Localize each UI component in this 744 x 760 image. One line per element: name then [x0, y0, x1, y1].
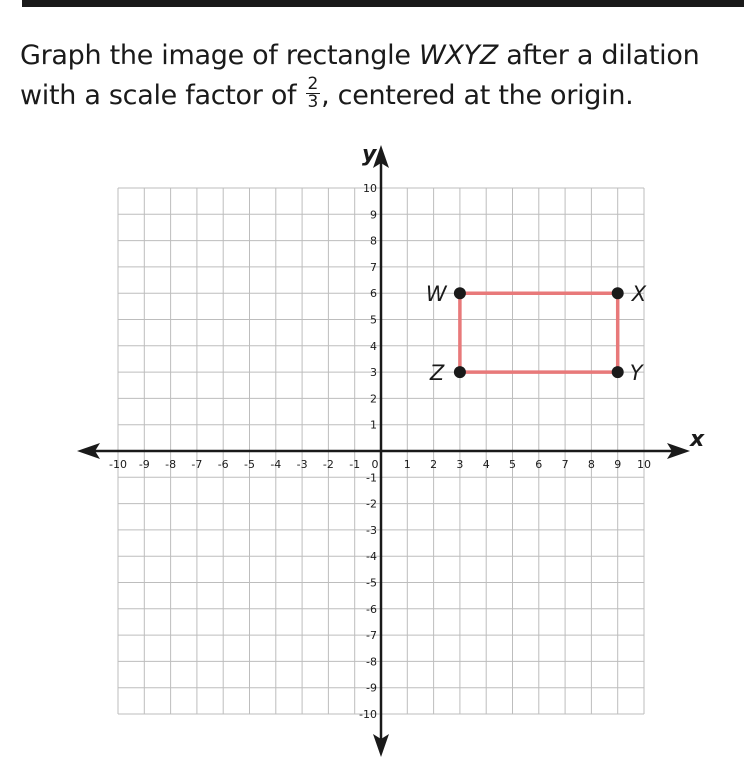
fraction-numerator: 2	[307, 74, 319, 94]
y-tick-label: -4	[366, 550, 377, 564]
x-tick-label: 6	[535, 458, 543, 471]
x-tick-label: 5	[509, 458, 516, 471]
rectangle-name: WXYZ	[418, 40, 498, 71]
y-tick-label: -5	[366, 576, 377, 590]
x-tick-label: 2	[430, 458, 438, 471]
x-tick-label: -7	[191, 458, 203, 471]
fraction-denominator: 3	[307, 92, 319, 112]
point-w	[454, 287, 466, 299]
x-tick-label: 10	[637, 458, 651, 471]
point-label-z: Z	[429, 361, 445, 386]
point-z	[454, 366, 466, 378]
x-tick-label: 8	[587, 458, 595, 471]
point-x	[612, 287, 624, 299]
x-tick-label: 4	[482, 458, 490, 471]
x-tick-label: -4	[270, 458, 282, 471]
y-tick-label: -3	[366, 523, 377, 537]
prompt-text: , centered at the origin.	[321, 80, 634, 111]
y-tick-label: -8	[366, 655, 377, 669]
prompt-text: after a dilation	[497, 40, 700, 71]
point-label-x: X	[631, 282, 647, 307]
x-tick-label: 3	[456, 458, 464, 471]
x-tick-label: -9	[138, 458, 150, 471]
x-tick-label: -2	[322, 458, 334, 471]
y-tick-label: 6	[370, 287, 377, 301]
y-tick-label: 8	[370, 234, 377, 248]
y-tick-label: 3	[370, 366, 377, 380]
y-tick-label: 4	[370, 339, 377, 353]
x-tick-label: -5	[244, 458, 255, 471]
y-tick-label: -1	[366, 471, 377, 485]
y-tick-label: -10	[359, 708, 377, 721]
x-tick-label: -1	[349, 458, 361, 471]
point-label-w: W	[425, 282, 447, 307]
y-tick-label: -6	[366, 602, 377, 616]
x-tick-label: 1	[403, 458, 411, 471]
prompt-text: Graph the image of rectangle	[20, 40, 419, 71]
x-tick-label: 7	[561, 458, 569, 471]
point-label-y: Y	[629, 361, 643, 386]
origin-label: 0	[371, 458, 379, 471]
y-tick-label: 7	[370, 260, 377, 274]
y-tick-label: 1	[370, 418, 377, 432]
x-axis-label: x	[690, 427, 705, 452]
y-tick-label: 9	[370, 208, 377, 222]
y-tick-label: 10	[363, 182, 377, 195]
x-tick-label: -3	[296, 458, 308, 471]
y-tick-label: -7	[366, 629, 377, 643]
x-tick-label: -8	[165, 458, 177, 471]
x-tick-label: -6	[217, 458, 229, 471]
x-tick-label: 9	[614, 458, 622, 471]
y-tick-label: 2	[370, 392, 377, 406]
y-tick-label: 5	[370, 313, 377, 327]
y-axis-label: y	[362, 142, 377, 167]
prompt-text: with a scale factor of	[20, 80, 305, 111]
x-tick-label: -10	[109, 458, 127, 471]
y-tick-label: -2	[366, 497, 377, 511]
point-y	[612, 366, 624, 378]
y-tick-label: -9	[366, 681, 377, 695]
